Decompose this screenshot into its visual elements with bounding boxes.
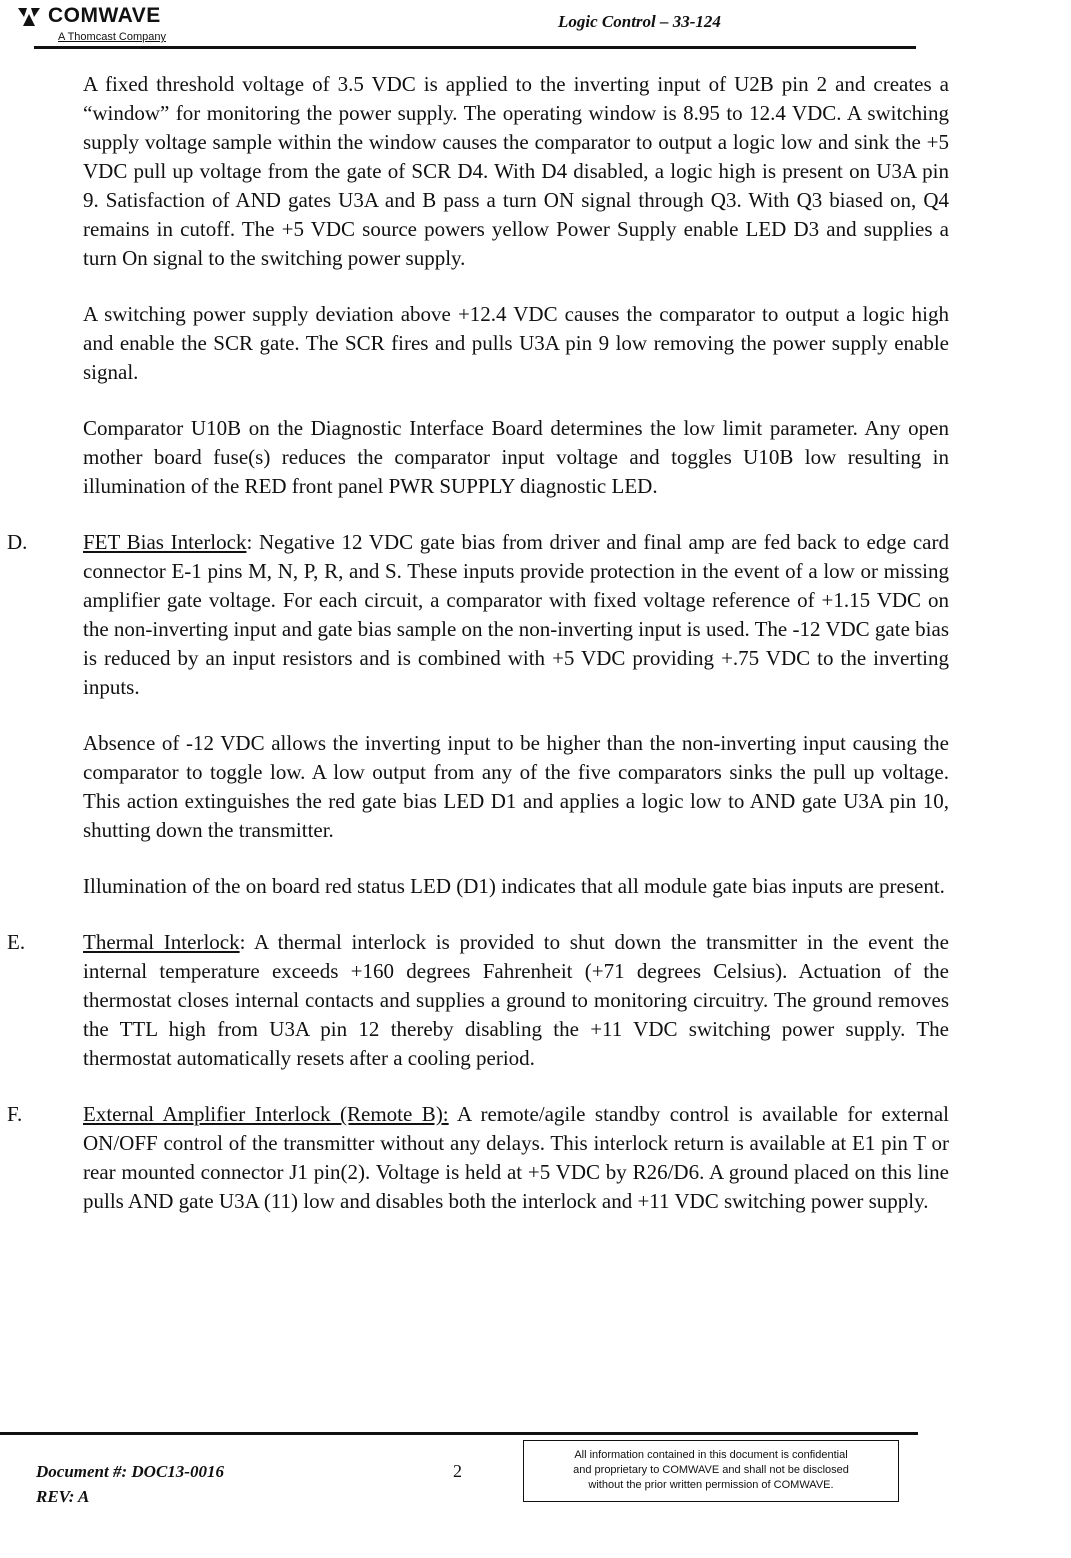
page-number: 2 [453, 1461, 462, 1481]
section-title: External Amplifier Interlock (Remote B): [83, 1102, 449, 1126]
document-revision: REV: A [36, 1487, 90, 1506]
section-text: : Negative 12 VDC gate bias from driver and final amp are fed back to edge card connector E-1 pins M, N, P, R, and S. These inputs provide protection in the event of a low or missing amplifier gate voltage. For each circuit, a comparator with fixed voltage reference of +1.15 VDC on the non-inverting input and gate bias sample on the non-inverting input is used. The -12 VDC gate bias is reduced by an input resistors and is combined with +5 VDC providing +.75 VDC to the inverting inputs. [83, 530, 949, 699]
paragraph-window-monitoring: A fixed threshold voltage of 3.5 VDC is applied to the inverting input of U2B pin 2 and creates a “window” for monitoring the power supply. The operating window is 8.95 to 12.4 VDC. A switching supply voltage sample within the window causes the comparator to output a logic low and sink the +5 VDC pull up voltage from the gate of SCR D4. With D4 disabled, a logic high is present on U3A pin 9. Satisfaction of AND gates U3A and B pass a turn ON signal through Q3. With Q3 biased on, Q4 remains in cutoff. The +5 VDC source powers yellow Power Supply enable LED D3 and supplies a turn On signal to the switching power supply. [83, 72, 949, 270]
section-title: FET Bias Interlock [83, 530, 247, 554]
header-divider [34, 46, 916, 49]
paragraph-status-led: Illumination of the on board red status LED (D1) indicates that all module gate bias inputs are present. [83, 874, 945, 898]
section-letter: D. [7, 530, 28, 554]
footer-divider [0, 1432, 918, 1435]
confidentiality-line: All information contained in this document is confidential [574, 1449, 848, 1461]
confidentiality-line: and proprietary to COMWAVE and shall not be disclosed [573, 1464, 849, 1476]
document-body [0, 70, 1071, 1243]
section-letter: E. [7, 930, 26, 954]
logo [16, 4, 161, 28]
logo-text: COMWAVE [48, 4, 161, 27]
paragraph-absence-bias: Absence of -12 VDC allows the inverting input to be higher than the non-inverting input causing the comparator to toggle low. A low output from any of the five comparators sinks the pull up voltage. This action extinguishes the red gate bias LED D1 and applies a logic low to AND gate U3A pin 10, shutting down the transmitter. [83, 731, 949, 842]
paragraph-overvoltage: A switching power supply deviation above +12.4 VDC causes the comparator to output a logic high and enable the SCR gate. The SCR fires and pulls U3A pin 9 low removing the power supply enable signal. [83, 302, 949, 384]
section-text: : A thermal interlock is provided to shut down the transmitter in the event the internal temperature exceeds +160 degrees Fahrenheit (+71 degrees Celsius). Actuation of the thermostat closes internal contacts and supplies a ground to monitoring circuitry. The ground removes the TTL high from U3A pin 12 thereby disabling the +11 VDC switching power supply. The thermostat automatically resets after a cooling period. [83, 930, 949, 1070]
page-header-title: Logic Control – 33-124 [558, 12, 721, 31]
section-title: Thermal Interlock [83, 930, 240, 954]
section-letter: F. [7, 1102, 23, 1126]
confidentiality-line: without the prior written permission of COMWAVE. [588, 1479, 834, 1491]
paragraph-low-limit: Comparator U10B on the Diagnostic Interface Board determines the low limit parameter. Any open mother board fuse(s) reduces the comparator input voltage and toggles U10B low resulting in illumination of the RED front panel PWR SUPPLY diagnostic LED. [83, 416, 949, 498]
confidentiality-notice [523, 1440, 899, 1502]
section-external-amplifier-interlock [7, 1100, 950, 1216]
section-fet-bias-interlock [7, 528, 949, 702]
document-number: Document #: DOC13-0016 [36, 1462, 224, 1481]
section-text: A remote/agile standby control is available for external ON/OFF control of the transmitter without any delays. This interlock return is available at E1 pin T or rear mounted connector J1 pin(2). Voltage is held at +5 VDC by R26/D6. A ground placed on this line pulls AND gate U3A (11) low and disables both the interlock and +11 VDC switching power supply. [83, 1102, 950, 1213]
logo-subtitle: A Thomcast Company [58, 31, 167, 43]
comwave-logo-icon [16, 4, 42, 28]
section-thermal-interlock [7, 928, 949, 1073]
